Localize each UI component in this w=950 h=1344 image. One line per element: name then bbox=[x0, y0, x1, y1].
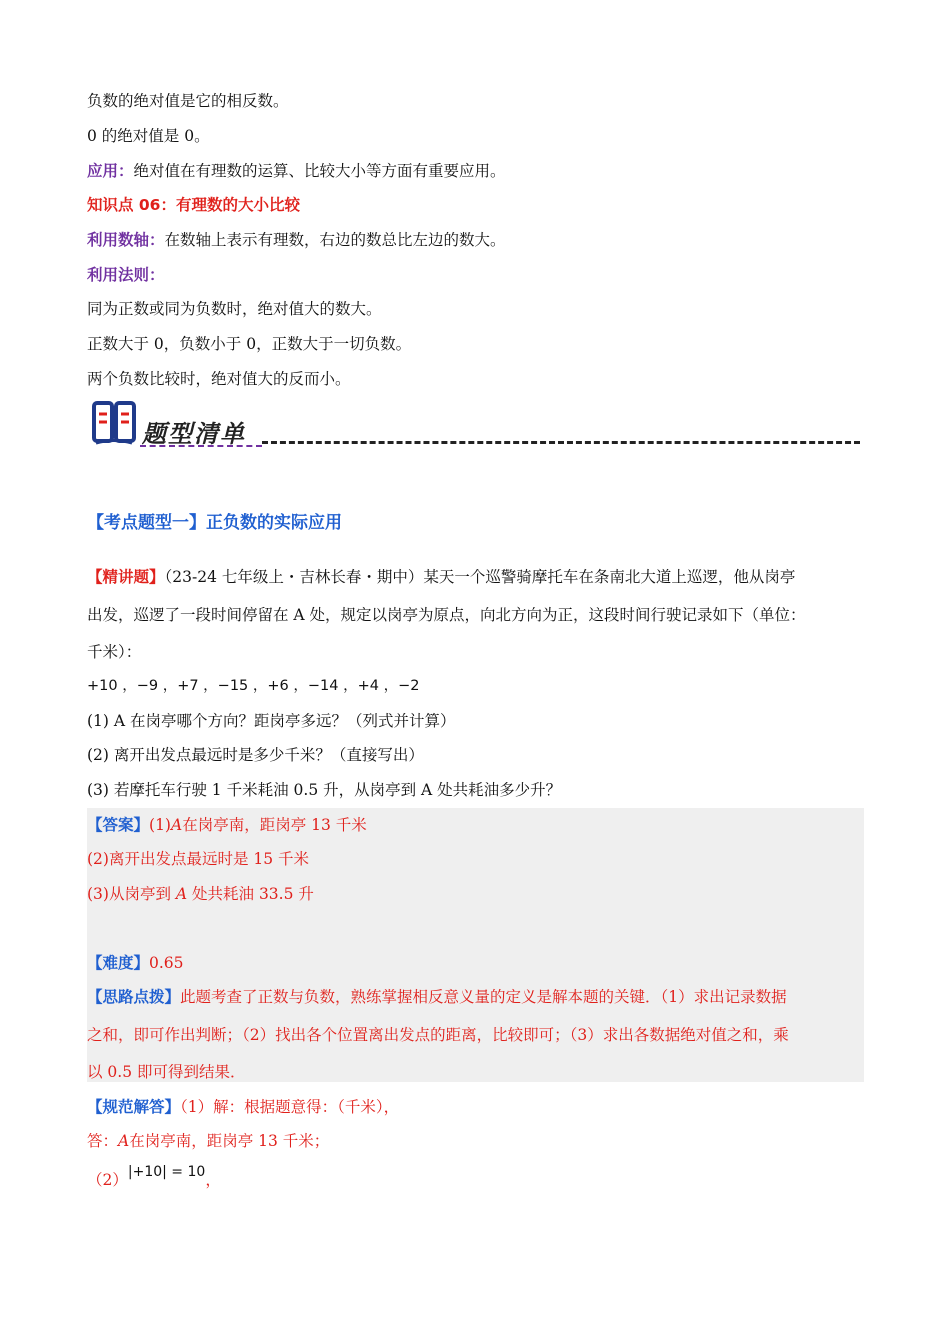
text-span: 在岗亭南，距岗亭 13 千米 bbox=[182, 816, 367, 834]
knowledge-heading: 知识点 06：有理数的大小比较 bbox=[87, 196, 300, 214]
problem-line: 千米）： bbox=[87, 643, 142, 661]
text-line: 同为正数或同为负数时，绝对值大的数大。 bbox=[87, 300, 382, 318]
text-span: 此题考查了正数与负数，熟练掌握相反意义量的定义是解本题的关键．（1）求出记录数据 bbox=[180, 988, 787, 1006]
var-span: A bbox=[170, 816, 183, 834]
solution-tag: 【规范解答】 bbox=[87, 1098, 181, 1116]
text-span: 处共耗油 33.5 升 bbox=[187, 885, 314, 903]
banner-title: 题型清单 bbox=[142, 419, 246, 448]
text-span: 在岗亭南，距岗亭 13 千米； bbox=[129, 1132, 330, 1150]
var-span: A bbox=[175, 885, 188, 903]
label-number-line: 利用数轴： bbox=[87, 231, 165, 249]
text-span: （2） bbox=[87, 1171, 128, 1189]
section-title: 【考点题型一】正负数的实际应用 bbox=[87, 513, 342, 533]
label-rules: 利用法则： bbox=[87, 266, 165, 284]
text-line: 正数大于 0，负数小于 0，正数大于一切负数。 bbox=[87, 335, 412, 353]
label-application: 应用： bbox=[87, 162, 134, 180]
answer-tag: 【答案】 bbox=[87, 816, 150, 834]
text-span: ， bbox=[205, 1171, 221, 1189]
hint-line: 之和，即可作出判断；（2）找出各个位置离出发点的距离，比较即可；（3）求出各数据绝对值之和，乘 bbox=[87, 1026, 789, 1044]
text-line: 0 的绝对值是 0。 bbox=[87, 127, 210, 145]
text-span: 绝对值在有理数的运算、比较大小等方面有重要应用。 bbox=[133, 162, 506, 180]
text-span: （23-24 七年级上・吉林长春・期中）某天一个巡警骑摩托车在条南北大道上巡逻，他从岗亭 bbox=[164, 568, 796, 586]
text-line: 负数的绝对值是它的相反数。 bbox=[87, 92, 289, 110]
answer-1 bbox=[87, 815, 367, 835]
text-line bbox=[87, 230, 506, 250]
question-3: (3) 若摩托车行驶 1 千米耗油 0.5 升，从岗亭到 A 处共耗油多少升？ bbox=[87, 781, 562, 799]
difficulty-line bbox=[87, 953, 184, 973]
difficulty-value: 0.65 bbox=[149, 954, 184, 972]
text-span: 答： bbox=[87, 1132, 119, 1150]
book-icon bbox=[92, 400, 138, 446]
banner-divider-short bbox=[140, 445, 262, 447]
text-span: (1) bbox=[149, 816, 171, 834]
difficulty-tag: 【难度】 bbox=[87, 954, 150, 972]
question-1: (1) A 在岗亭哪个方向？距岗亭多远？（列式并计算） bbox=[87, 712, 456, 730]
record-data: +10 ，−9 ，+7 ，−15 ，+6 ，−14 ，+4 ，−2 bbox=[87, 678, 420, 694]
problem-line bbox=[87, 567, 795, 587]
hint-tag: 【思路点拨】 bbox=[87, 988, 181, 1006]
math-expression: |+10| = 10 bbox=[127, 1164, 206, 1180]
solution-line bbox=[87, 1131, 329, 1151]
hint-line bbox=[87, 987, 787, 1007]
answer-2: (2)离开出发点最远时是 15 千米 bbox=[87, 850, 310, 868]
text-span: (3)从岗亭到 bbox=[87, 885, 176, 903]
solution-line bbox=[87, 1097, 399, 1117]
question-2: (2) 离开出发点最远时是多少千米？（直接写出） bbox=[87, 746, 424, 764]
solution-line bbox=[87, 1164, 221, 1191]
answer-3 bbox=[87, 884, 314, 904]
hint-line: 以 0.5 即可得到结果． bbox=[87, 1063, 246, 1081]
text-line bbox=[87, 161, 506, 181]
text-span: 在数轴上表示有理数，右边的数总比左边的数大。 bbox=[164, 231, 506, 249]
var-span: A bbox=[118, 1132, 130, 1150]
problem-line: 出发，巡逻了一段时间停留在 A 处，规定以岗亭为原点，向北方向为正，这段时间行驶记录如下（单位： bbox=[87, 606, 806, 624]
banner-divider bbox=[262, 441, 860, 444]
problem-tag: 【精讲题】 bbox=[87, 568, 165, 586]
text-span: （1）解：根据题意得：（千米）， bbox=[180, 1098, 400, 1116]
text-line: 两个负数比较时，绝对值大的反而小。 bbox=[87, 370, 351, 388]
